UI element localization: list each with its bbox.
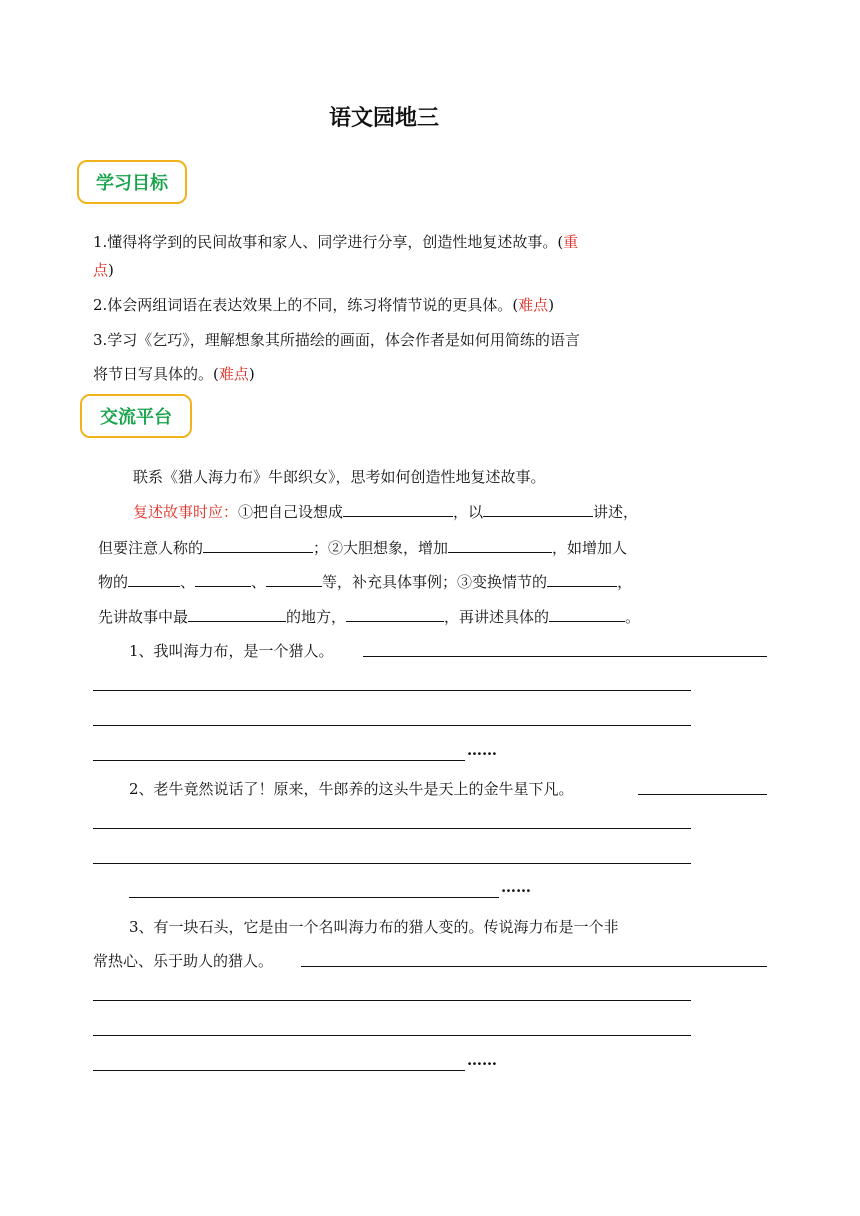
goal-1-cont — [93, 259, 114, 280]
goal-2-close: ) — [548, 296, 555, 314]
answer-line[interactable] — [93, 690, 691, 691]
section-badge-label: 交流平台 — [100, 407, 172, 428]
tip-text: ，再讲述具体的 — [444, 608, 550, 626]
fill-blank[interactable] — [346, 607, 444, 622]
fill-blank[interactable] — [195, 572, 251, 587]
fill-blank[interactable] — [448, 538, 552, 553]
exercise-3-prompt-cont: 常热心、乐于助人的猎人。 — [93, 952, 274, 970]
goal-1-text: 1.懂得将学到的民间故事和家人、同学进行分享，创造性地复述故事。( — [93, 233, 564, 251]
goal-3-text-cont: 将节日写具体的。( — [93, 365, 219, 383]
answer-line[interactable] — [301, 966, 767, 967]
exercise-3-prompt: 3、有一块石头，它是由一个名叫海力布的猎人变的。传说海力布是一个非 — [129, 918, 619, 936]
tip-text: 、 — [251, 573, 267, 591]
tip-heading: 复述故事时应： — [133, 503, 239, 521]
fill-blank[interactable] — [128, 572, 180, 587]
answer-line[interactable] — [93, 863, 691, 864]
tip-text: 。 — [625, 608, 641, 626]
tip-line-1 — [133, 501, 638, 522]
ellipsis: …… — [501, 878, 531, 896]
page-title: 语文园地三 — [329, 106, 440, 131]
goal-3-close: ) — [248, 365, 255, 383]
section-badge-exchange-platform — [80, 394, 192, 438]
tip-text: 物的 — [98, 573, 129, 591]
fill-blank[interactable] — [547, 572, 617, 587]
exercise-2-prompt: 2、老牛竟然说话了！原来，牛郎养的这头牛是天上的金牛星下凡。 — [129, 780, 574, 798]
answer-line[interactable] — [93, 760, 465, 761]
ellipsis: …… — [467, 1051, 497, 1069]
tip-line-4 — [98, 606, 640, 627]
goal-1 — [93, 231, 578, 252]
tip-text: 等，补充具体事例；③变换情节的 — [322, 573, 548, 591]
section-badge-label: 学习目标 — [96, 173, 168, 194]
tip-text: ， — [617, 573, 633, 591]
goal-2 — [93, 294, 554, 315]
goal-1-close: ) — [108, 261, 114, 279]
fill-blank[interactable] — [203, 538, 313, 553]
intro-text: 联系《猎人海力布》牛郎织女》，思考如何创造性地复述故事。 — [133, 468, 546, 486]
goal-1-tag-part1: 重 — [563, 233, 579, 251]
tip-text: ；②大胆想象，增加 — [313, 539, 449, 557]
fill-blank[interactable] — [549, 607, 625, 622]
tip-line-3 — [98, 571, 632, 592]
answer-line[interactable] — [638, 794, 767, 795]
goal-2-text: 2.体会两组词语在表达效果上的不同，练习将情节说的更具体。( — [93, 296, 519, 314]
answer-line[interactable] — [93, 725, 691, 726]
goal-3-text: 3.学习《乞巧》，理解想象其所描绘的画面，体会作者是如何用简练的语言 — [93, 331, 580, 349]
ellipsis: …… — [467, 741, 497, 759]
answer-line[interactable] — [93, 1000, 691, 1001]
tip-text: 、 — [180, 573, 196, 591]
exercise-1-prompt: 1、我叫海力布，是一个猎人。 — [129, 642, 334, 660]
answer-line[interactable] — [363, 656, 767, 657]
goal-3 — [93, 329, 580, 350]
tip-text: ①把自己设想成 — [238, 503, 344, 521]
tip-line-2 — [98, 537, 627, 558]
fill-blank[interactable] — [266, 572, 322, 587]
goal-3-tag: 难点 — [218, 365, 249, 383]
fill-blank[interactable] — [483, 502, 593, 517]
goal-3-cont — [93, 363, 255, 384]
answer-line[interactable] — [93, 1035, 691, 1036]
answer-line[interactable] — [93, 828, 691, 829]
tip-text: 讲述， — [593, 503, 639, 521]
tip-text: 但要注意人称的 — [98, 539, 204, 557]
goal-1-tag-part2: 点 — [93, 261, 109, 279]
answer-line[interactable] — [93, 1070, 465, 1071]
tip-text: 的地方， — [286, 608, 347, 626]
goal-2-tag: 难点 — [518, 296, 549, 314]
fill-blank[interactable] — [188, 607, 286, 622]
tip-text: ，如增加人 — [552, 539, 628, 557]
section-badge-learning-goals — [77, 160, 187, 204]
answer-line[interactable] — [129, 897, 499, 898]
fill-blank[interactable] — [343, 502, 453, 517]
tip-text: 先讲故事中最 — [98, 608, 189, 626]
tip-text: ，以 — [453, 503, 484, 521]
